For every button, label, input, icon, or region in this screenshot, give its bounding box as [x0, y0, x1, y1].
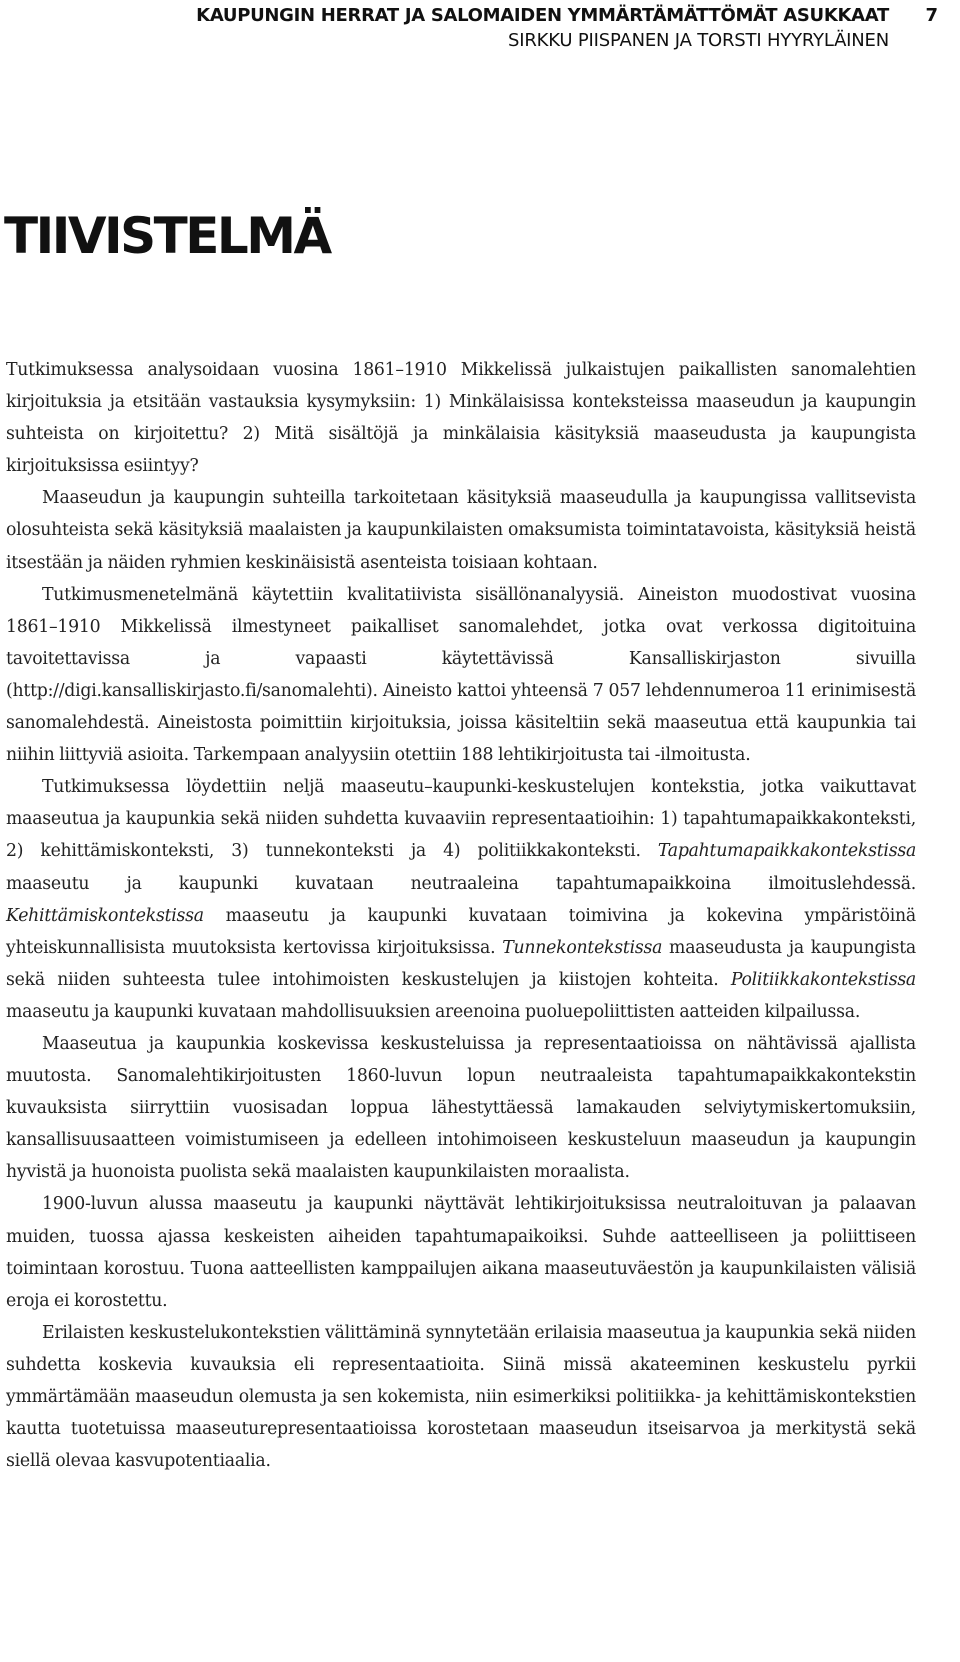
paragraph [6, 482, 916, 578]
paragraph [6, 354, 916, 482]
page-title: TIIVISTELMÄ [4, 207, 330, 265]
paragraph-text: maaseutu ja kaupunki kuvataan neutraaleina tapahtumapaikkoina ilmoituslehdessä. [6, 873, 916, 894]
paragraph [6, 1028, 916, 1188]
paragraph [6, 1317, 916, 1477]
italic-term: Tunnekontekstissa [502, 937, 663, 958]
page-number: 7 [925, 5, 938, 26]
paragraph [6, 1188, 916, 1316]
paragraph-text: Tutkimuksessa analysoidaan vuosina 1861–1910 Mikkelissä julkaistujen paikallisten sanomalehtien kirjoituksia ja etsitään vastauksia kysymyksiin: 1) Minkälaisissa konteksteissa maaseudun ja kaupungin suhteista on kirjoitettu? 2) Mitä sisältöjä ja minkälaisia käsityksiä maaseudusta ja kaupungista kirjoituksissa esiintyy? [6, 360, 916, 477]
running-head-authors: SIRKKU PIISPANEN JA TORSTI HYYRYLÄINEN [508, 30, 889, 51]
paragraph-text: maaseutu ja kaupunki kuvataan mahdollisuuksien areenoina puoluepoliittisten aatteiden kilpailussa. [6, 1001, 861, 1022]
running-head-title: KAUPUNGIN HERRAT JA SALOMAIDEN YMMÄRTÄMÄTTÖMÄT ASUKKAAT [196, 5, 889, 26]
running-head [0, 4, 960, 64]
paragraph-text: Tutkimuksessa löydettiin neljä maaseutu–kaupunki-keskustelujen kontekstia, jotka vaikuttavat maaseutua ja kaupunkia sekä niiden suhdetta kuvaaviin representaatioihin: 1) tapahtumapaikkakonteksti, 2) kehittämiskonteksti, 3) tunnekonteksti ja 4) politiikkakonteksti. [6, 777, 916, 862]
paragraph-text: Erilaisten keskustelukontekstien välittäminä synnytetään erilaisia maaseutua ja kaupunkia sekä niiden suhdetta koskevia kuvauksia eli representaatioita. Siinä missä akateeminen keskustelu pyrkii ymmärtämään maaseudun olemusta ja sen kokemista, niin esimerkiksi politiikka- ja kehittämiskontekstien kautta tuotetuissa maaseuturepresentaatioissa korostetaan maaseudun itseisarvoa ja merkitystä sekä siellä olevaa kasvupotentiaalia. [6, 1322, 916, 1472]
paragraph-text: maaseudusta ja kaupungista sekä niiden suhteesta tulee intohimoisten keskustelujen ja kiistojen kohteita. [6, 937, 916, 990]
paragraph [6, 771, 916, 1028]
paragraph [6, 579, 916, 772]
paragraph-text: Maaseudun ja kaupungin suhteilla tarkoitetaan käsityksiä maaseudulla ja kaupungissa vallitsevista olosuhteista sekä käsityksiä maalaisten ja kaupunkilaisten omaksumista toimintatavoista, käsityksiä heistä itsestään ja näiden ryhmien keskinäisistä asenteista toisiaan kohtaan. [6, 488, 916, 573]
paragraph-text: 1900-luvun alussa maaseutu ja kaupunki näyttävät lehtikirjoituksissa neutraloituvan ja palaavan muiden, tuossa ajassa keskeisten aiheiden tapahtumapaikoiksi. Suhde aatteelliseen ja poliittiseen toimintaan korostuu. Tuona aatteellisten kamppailujen aikana maaseutuväestön ja kaupunkilaisten välisiä eroja ei korostettu. [6, 1194, 916, 1311]
paragraph-text: Tutkimusmenetelmänä käytettiin kvalitatiivista sisällönanalyysiä. Aineiston muodostivat vuosina 1861–1910 Mikkelissä ilmestyneet paikalliset sanomalehdet, jotka ovat verkossa digitoituina tavoitettavissa ja vapaasti käytettävissä Kansalliskirjaston sivuilla (http://digi.kansalliskirjasto.fi/sanomalehti). Aineisto kattoi yhteensä 7 057 lehdennumeroa 11 erinimisestä sanomalehdestä. Aineistosta poimittiin kirjoituksia, joissa käsiteltiin sekä maaseutua että kaupunkia tai niihin liittyviä asioita. Tarkempaan analyysiin otettiin 188 lehtikirjoitusta tai -ilmoitusta. [6, 584, 916, 766]
paragraph-text: maaseutu ja kaupunki kuvataan toimivina ja kokevina ympäristöinä yhteiskunnallisista muutoksista kertovissa kirjoituksissa. [6, 905, 916, 958]
italic-term: Kehittämiskontekstissa [6, 905, 204, 926]
paragraph-text: Maaseutua ja kaupunkia koskevissa keskusteluissa ja representaatioissa on nähtävissä ajallista muutosta. Sanomalehtikirjoitusten 1860-luvun lopun neutraaleista tapahtumapaikkakontekstin kuvauksista siirryttiin vuosisadan loppua lähestyttäessä lamakauden selviytymiskertomuksiin, kansallisuusaatteen voimistumiseen ja edelleen intohimoiseen keskusteluun maaseudun ja kaupungin hyvistä ja huonoista puolista sekä maalaisten kaupunkilaisten moraalista. [6, 1033, 916, 1183]
abstract-body [6, 354, 916, 1477]
italic-term: Politiikkakontekstissa [730, 969, 916, 990]
italic-term: Tapahtumapaikkakontekstissa [657, 841, 916, 862]
